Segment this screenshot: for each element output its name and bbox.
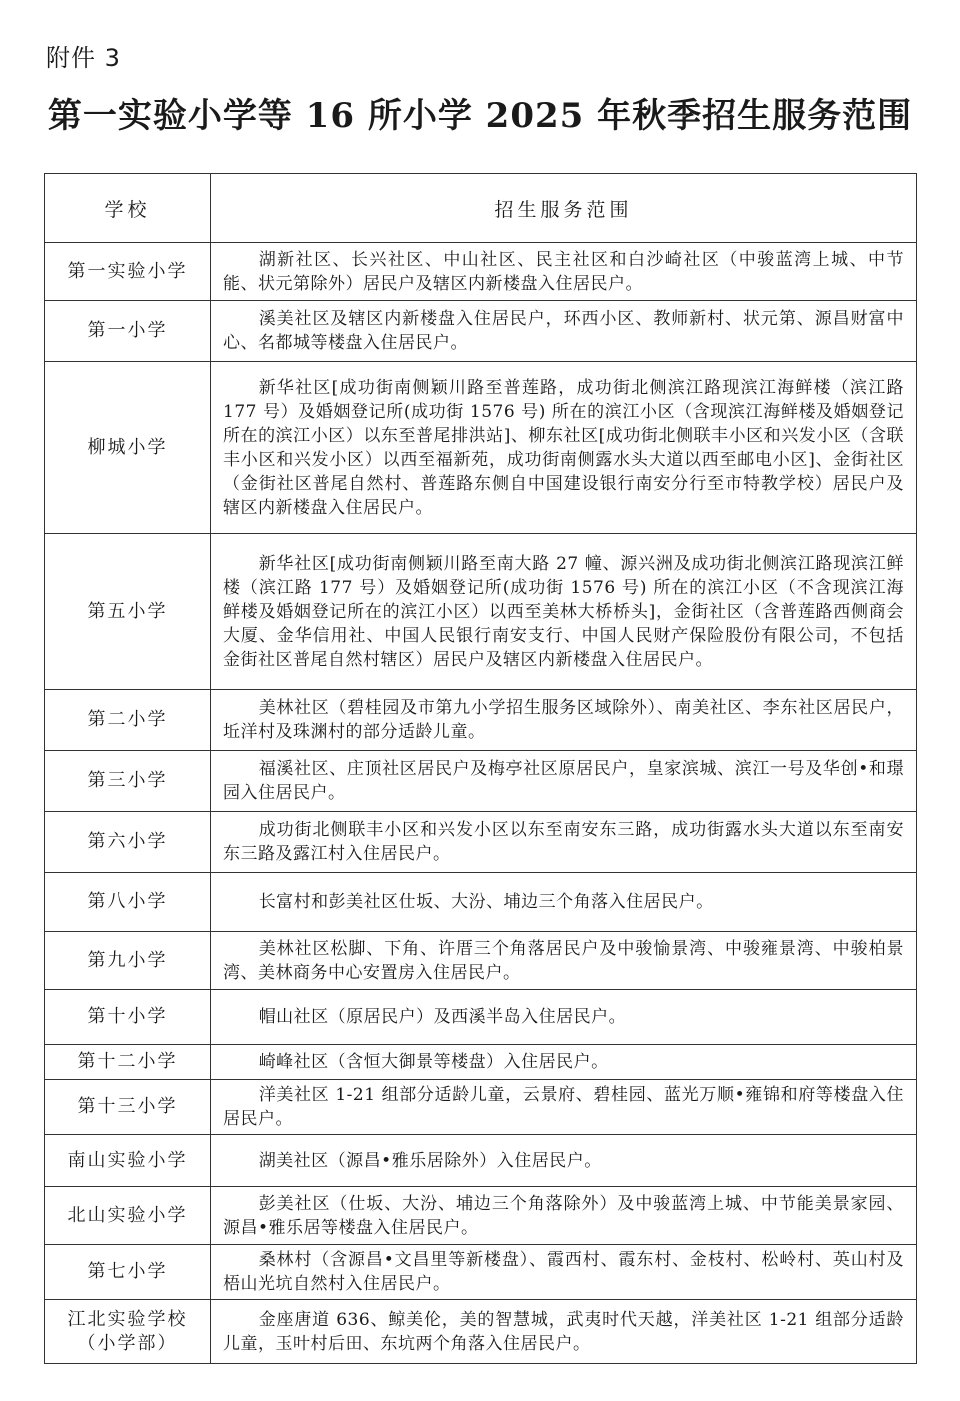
scope-text: 彭美社区（仕坂、大汾、埔边三个角落除外）及中骏蓝湾上城、中节能美景家园、源昌•雅乐居等楼盘入住居民户。	[223, 1193, 904, 1238]
document-title: 第一实验小学等 16 所小学 2025 年秋季招生服务范围	[47, 96, 913, 136]
attachment-label: 附件 3	[46, 44, 121, 72]
table-row	[45, 932, 917, 990]
scope-text: 福溪社区、庄顶社区居民户及梅亭社区原居民户，皇家滨城、滨江一号及华创•和璟园入住居民户。	[223, 759, 904, 803]
scope-text: 溪美社区及辖区内新楼盘入住居民户，环西小区、教师新村、状元第、源昌财富中心、名都城等楼盘入住居民户。	[223, 309, 904, 353]
table-row	[45, 1045, 917, 1080]
school-name: 江北实验学校（小学部）	[45, 1300, 211, 1364]
table-header-row	[45, 174, 917, 243]
enrollment-scope-table	[44, 173, 917, 1364]
scope-text: 湖美社区（源昌•雅乐居除外）入住居民户。	[258, 1150, 602, 1171]
table-row	[45, 301, 917, 362]
table-row	[45, 812, 917, 873]
school-name: 北山实验小学	[45, 1187, 211, 1245]
school-name: 南山实验小学	[45, 1135, 211, 1187]
scope-text: 帽山社区（原居民户）及西溪半岛入住居民户。	[258, 1007, 627, 1027]
table-row	[45, 873, 917, 932]
table-row	[45, 1187, 917, 1245]
table-row	[45, 1080, 917, 1135]
school-name: 第五小学	[45, 534, 211, 690]
scope-text: 长富村和彭美社区仕坂、大汾、埔边三个角落入住居民户。	[258, 892, 714, 912]
school-name: 柳城小学	[45, 362, 211, 534]
school-name: 第九小学	[45, 932, 211, 990]
scope-text: 成功街北侧联丰小区和兴发小区以东至南安东三路，成功街露水头大道以东至南安东三路及露江村入住居民户。	[223, 820, 904, 864]
header-school: 学校	[45, 174, 211, 243]
scope-text: 洋美社区 1-21 组部分适龄儿童，云景府、碧桂园、蓝光万顺•雍锦和府等楼盘入住居民户。	[223, 1085, 904, 1129]
scope-text: 新华社区[成功街南侧颖川路至普莲路，成功街北侧滨江路现滨江海鲜楼（滨江路 177 号）及婚姻登记所(成功街 1576 号) 所在的滨江小区（含现滨江海鲜楼及婚姻登记所在的滨江小区）以东至普尾排洪站]、柳东社区[成功街北侧联丰小区和兴发小区（含联丰小区和兴发小区）以西至福新苑，成功街南侧露水头大道以西至邮电小区]、金街社区（金街社区普尾自然村、普莲路东侧自中国建设银行南安分行至市特教学校）居民户及辖区内新楼盘入住居民户。	[223, 377, 904, 518]
scope-text: 美林社区松脚、下角、许厝三个角落居民户及中骏愉景湾、中骏雍景湾、中骏柏景湾、美林商务中心安置房入住居民户。	[223, 938, 904, 983]
school-name: 第二小学	[45, 690, 211, 751]
school-name: 第一实验小学	[45, 243, 211, 301]
table-row	[45, 243, 917, 301]
table-row	[45, 362, 917, 534]
school-name: 第三小学	[45, 751, 211, 812]
scope-text: 金座唐道 636、鲸美伦，美的智慧城，武夷时代天越，洋美社区 1-21 组部分适龄儿童，玉叶村后田、东坑两个角落入住居民户。	[223, 1309, 904, 1354]
school-name: 第十小学	[45, 990, 211, 1045]
scope-text: 美林社区（碧桂园及市第九小学招生服务区域除外）、南美社区、李东社区居民户，坵洋村及珠渊村的部分适龄儿童。	[223, 698, 904, 742]
table-row	[45, 1135, 917, 1187]
table-row	[45, 690, 917, 751]
school-name: 第十二小学	[45, 1045, 211, 1080]
school-name: 第八小学	[45, 873, 211, 932]
scope-text: 崎峰社区（含恒大御景等楼盘）入住居民户。	[258, 1052, 609, 1072]
school-name: 第一小学	[45, 301, 211, 362]
table-row	[45, 1300, 917, 1364]
table-row	[45, 751, 917, 812]
scope-text: 桑林村（含源昌•文昌里等新楼盘）、霞西村、霞东村、金枝村、松岭村、英山村及梧山光坑自然村入住居民户。	[223, 1250, 904, 1294]
header-scope: 招生服务范围	[211, 174, 917, 243]
scope-text: 湖新社区、长兴社区、中山社区、民主社区和白沙崎社区（中骏蓝湾上城、中节能、状元第除外）居民户及辖区内新楼盘入住居民户。	[223, 249, 904, 294]
table-row	[45, 534, 917, 690]
school-name: 第六小学	[45, 812, 211, 873]
school-name: 第七小学	[45, 1245, 211, 1300]
scope-text: 新华社区[成功街南侧颖川路至南大路 27 幢、源兴洲及成功街北侧滨江路现滨江鲜楼（滨江路 177 号）及婚姻登记所(成功街 1576 号) 所在的滨江小区（不含现滨江海鲜楼及婚姻登记所在的滨江小区）以西至美林大桥桥头]，金街社区（含普莲路西侧商会大厦、金华信用社、中国人民银行南安支行、中国人民财产保险股份有限公司，不包括金街社区普尾自然村辖区）居民户及辖区内新楼盘入住居民户。	[223, 553, 904, 670]
table-row	[45, 990, 917, 1045]
school-name: 第十三小学	[45, 1080, 211, 1135]
table-row	[45, 1245, 917, 1300]
